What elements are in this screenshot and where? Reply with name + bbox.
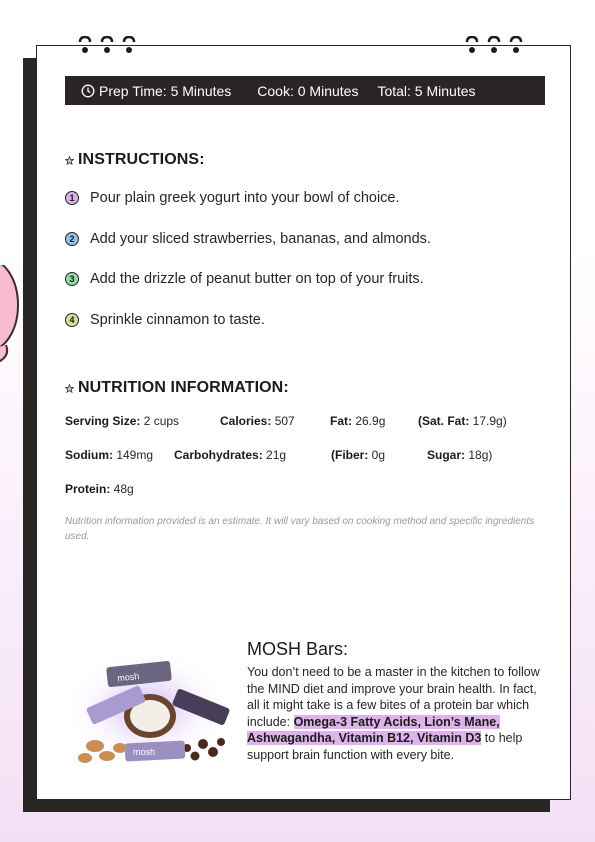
nutrition-heading-text: NUTRITION INFORMATION: <box>78 379 289 396</box>
fat: Fat: 26.9g <box>330 414 386 428</box>
protein: Protein: 48g <box>65 482 134 496</box>
list-item <box>65 229 431 249</box>
step-text: Add your sliced strawberries, bananas, and almonds. <box>90 230 431 247</box>
nutrition-disclaimer: Nutrition information provided is an estimate. It will vary based on cooking method and specific ingredients used. <box>65 516 535 542</box>
binder-rings-right <box>464 36 530 56</box>
binder-ring-icon <box>121 36 137 56</box>
binder-ring-icon <box>486 36 502 56</box>
instruction-steps <box>65 188 431 350</box>
list-item <box>65 188 431 208</box>
total-time: Total: 5 Minutes <box>377 82 476 99</box>
carbohydrates: Carbohydrates: 21g <box>174 448 287 462</box>
prep-time: Prep Time: 5 Minutes <box>99 82 232 99</box>
nutrition-heading <box>65 379 289 397</box>
step-text: Sprinkle cinnamon to taste. <box>90 311 265 328</box>
star-icon <box>65 384 74 393</box>
mosh-bars-description: You don’t need to be a master in the kitchen to follow the MIND diet and improve your brain health. In fact, all it might take is a few bites of a protein bar which include: Omega-3 Fatty Acids, Lion’s Mane, Ashwagandha, Vitamin B12, Vitamin D3 to help support brain function with every bite. <box>247 665 540 762</box>
binder-ring-icon <box>77 36 93 56</box>
instructions-heading-text: INSTRUCTIONS: <box>78 151 205 168</box>
bar-label: mosh <box>116 671 140 684</box>
serving-size: Serving Size: 2 cups <box>65 414 180 428</box>
recipe-card <box>36 45 571 800</box>
clock-icon <box>81 84 95 98</box>
mosh-bars-title: MOSH Bars: <box>247 639 349 659</box>
star-icon <box>65 156 74 165</box>
mascot-illustration <box>0 265 22 385</box>
cook-time: Cook: 0 Minutes <box>257 82 359 99</box>
step-number-badge: 1 <box>65 191 79 205</box>
binder-rings-left <box>77 36 143 56</box>
bar-label: mosh <box>133 747 156 757</box>
sodium: Sodium: 149mg <box>65 448 154 462</box>
fiber: (Fiber: 0g <box>331 448 386 462</box>
step-text: Add the drizzle of peanut butter on top of your fruits. <box>90 271 424 287</box>
binder-ring-icon <box>464 36 480 56</box>
step-number-badge: 4 <box>65 313 79 327</box>
calories: Calories: 507 <box>220 414 295 428</box>
mosh-bars-image <box>65 646 235 771</box>
list-item <box>65 269 431 289</box>
prep-time-bar <box>65 76 545 105</box>
list-item <box>65 310 431 330</box>
saturated-fat: (Sat. Fat: 17.9g) <box>418 414 507 428</box>
step-number-badge: 2 <box>65 232 79 246</box>
instructions-heading <box>65 151 205 169</box>
ingredients-highlight: Omega-3 Fatty Acids, Lion’s Mane, Ashwagandha, Vitamin B12, Vitamin D3 <box>247 714 500 746</box>
sugar: Sugar: 18g) <box>427 448 493 462</box>
step-text: Pour plain greek yogurt into your bowl of choice. <box>90 190 400 206</box>
binder-ring-icon <box>508 36 524 56</box>
binder-ring-icon <box>99 36 115 56</box>
step-number-badge: 3 <box>65 272 79 286</box>
